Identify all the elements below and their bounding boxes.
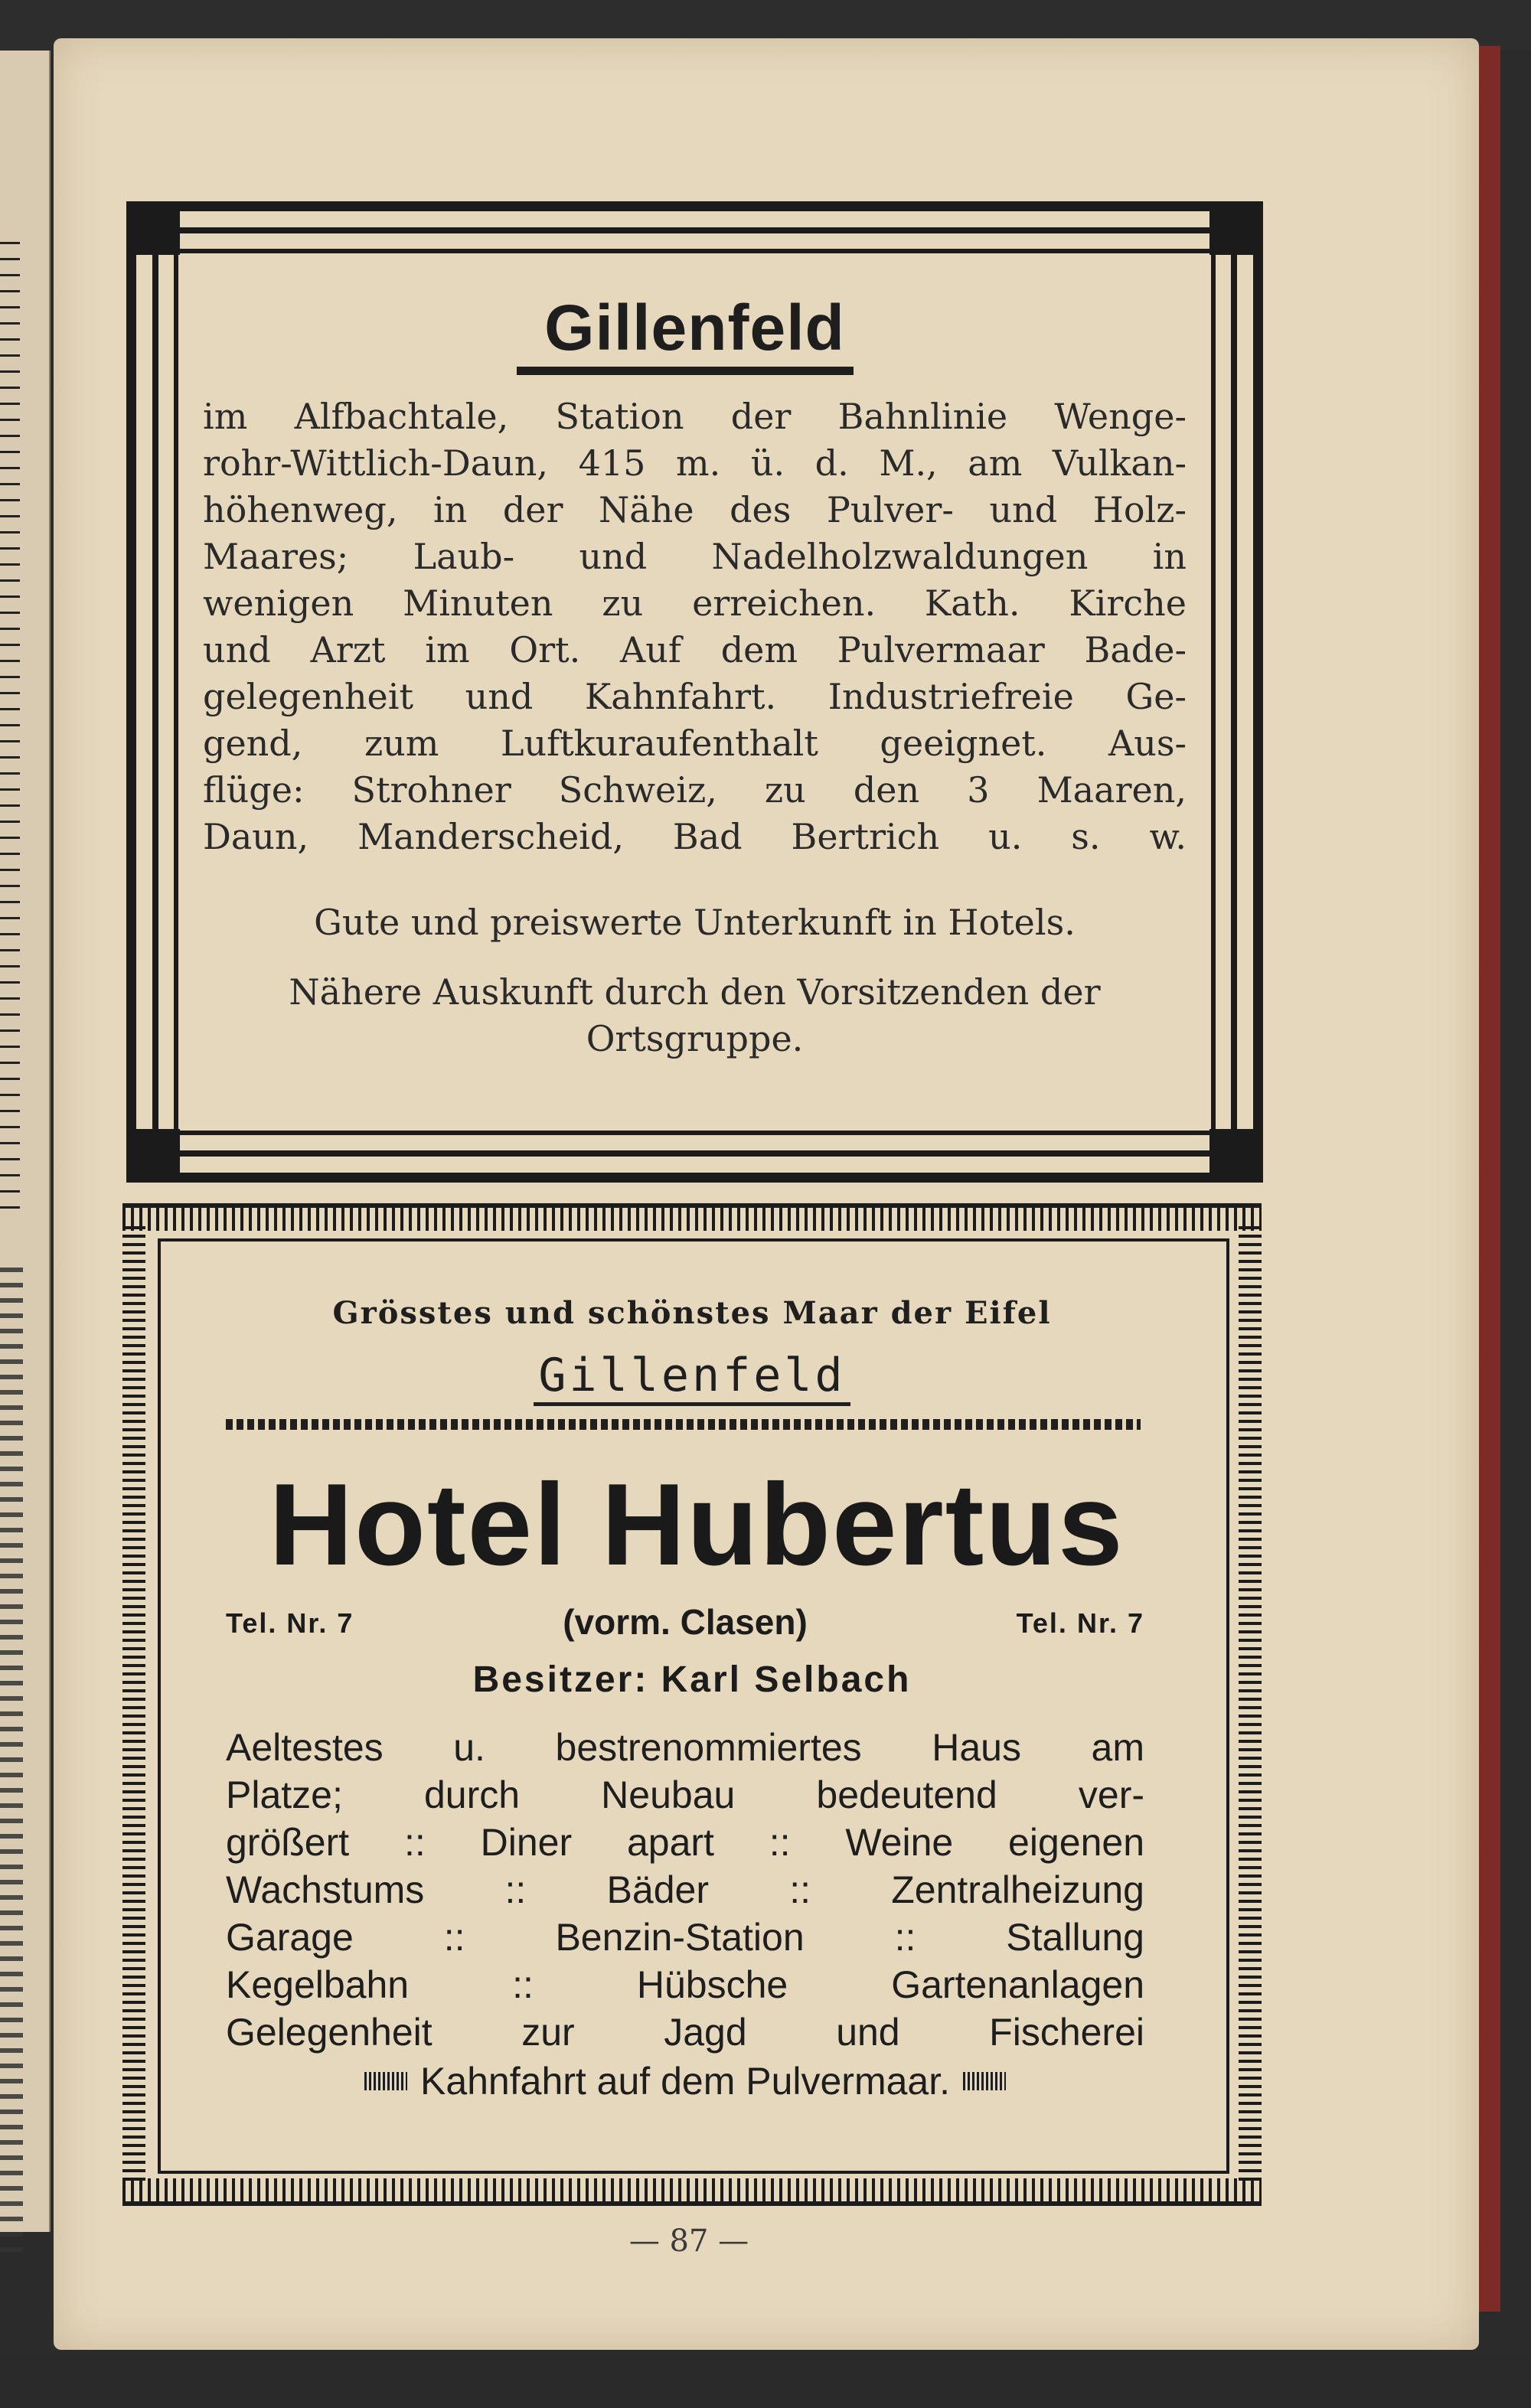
description-line: Kegelbahn :: Hübsche Gartenanlagen <box>226 1963 1144 2006</box>
gillenfeld-advertisement <box>126 201 1263 1183</box>
hotel-hubertus-advertisement <box>122 1203 1262 2206</box>
hotel-description <box>226 1724 1144 2056</box>
closing-text: Kahnfahrt auf dem Pulvermaar. <box>419 2060 951 2103</box>
description-line: Gelegenheit zur Jagd und Fischerei <box>226 2011 1144 2054</box>
line-ornament <box>364 2072 407 2090</box>
description-line: im Alfbachtale, Station der Bahnlinie Wenge- <box>203 396 1187 437</box>
description-line: höhenweg, in der Nähe des Pulver- und Holz- <box>203 489 1187 530</box>
facing-page-ornament <box>0 1268 23 2255</box>
description-line: rohr-Wittlich-Daun, 415 m. ü. d. M., am Vulkan- <box>203 442 1187 484</box>
hatched-frame-bottom <box>122 2178 1262 2201</box>
telephone-right: Tel. Nr. 7 <box>1016 1607 1144 1639</box>
contact-note-line: Ortsgruppe. <box>586 1018 804 1059</box>
hatched-frame-top <box>122 1208 1262 1231</box>
title-underline <box>517 367 854 375</box>
telephone-left: Tel. Nr. 7 <box>226 1607 354 1639</box>
description-line: Daun, Manderscheid, Bad Bertrich u. s. w. <box>203 816 1187 857</box>
frame-corner-block <box>1209 1129 1263 1183</box>
book-cover-edge <box>1477 46 1500 2312</box>
town-name <box>168 1349 1216 1402</box>
facing-page-ornament <box>0 242 20 1222</box>
description-line: und Arzt im Ort. Auf dem Pulvermaar Bade- <box>203 629 1187 671</box>
description-line: Wachstums :: Bäder :: Zentralheizung <box>226 1868 1144 1911</box>
former-name: (vorm. Clasen) <box>563 1602 808 1642</box>
contact-row <box>226 1601 1144 1647</box>
tagline: Grösstes und schönstes Maar der Eifel <box>332 1295 1052 1331</box>
frame-rule <box>122 2201 1262 2206</box>
frame-corner-block <box>126 1129 180 1183</box>
description-line: wenigen Minuten zu erreichen. Kath. Kirche <box>203 582 1187 624</box>
line-ornament <box>963 2072 1006 2090</box>
scan-background-bottom <box>0 2357 1531 2408</box>
owner: Besitzer: Karl Selbach <box>472 1659 912 1700</box>
description-line: flüge: Strohner Schweiz, zu den 3 Maaren, <box>203 769 1187 811</box>
dashed-divider <box>226 1419 1141 1430</box>
hotel-name: Hotel Hubertus <box>269 1460 1125 1590</box>
description-line: Maares; Laub- und Nadelholzwaldungen in <box>203 536 1187 577</box>
description-line: größert :: Diner apart :: Weine eigenen <box>226 1821 1144 1864</box>
page-number: — 87 — <box>628 2224 749 2259</box>
hatched-frame-left <box>122 1226 145 2183</box>
ad-title: Gillenfeld <box>544 292 845 364</box>
closing-line <box>226 2059 1144 2106</box>
hatched-frame-right <box>1239 1226 1262 2183</box>
description-line: gend, zum Luftkuraufenthalt geeignet. Aus- <box>203 723 1187 764</box>
description-line: gelegenheit und Kahnfahrt. Industriefreie Ge- <box>203 676 1187 717</box>
lodging-note: Gute und preiswerte Unterkunft in Hotels. <box>314 902 1076 943</box>
description-line: Aeltestes u. bestrenommiertes Haus am <box>226 1726 1144 1769</box>
frame-corner-block <box>126 201 180 255</box>
ad-description <box>203 393 1187 860</box>
description-line: Garage :: Benzin-Station :: Stallung <box>226 1916 1144 1959</box>
description-line: Platze; durch Neubau bedeutend ver- <box>226 1773 1144 1816</box>
facing-page-edge <box>0 51 51 2232</box>
frame-corner-block <box>1209 201 1263 255</box>
town-name-text: Gillenfeld <box>534 1349 850 1406</box>
contact-note-line: Nähere Auskunft durch den Vorsitzenden der <box>289 971 1101 1013</box>
